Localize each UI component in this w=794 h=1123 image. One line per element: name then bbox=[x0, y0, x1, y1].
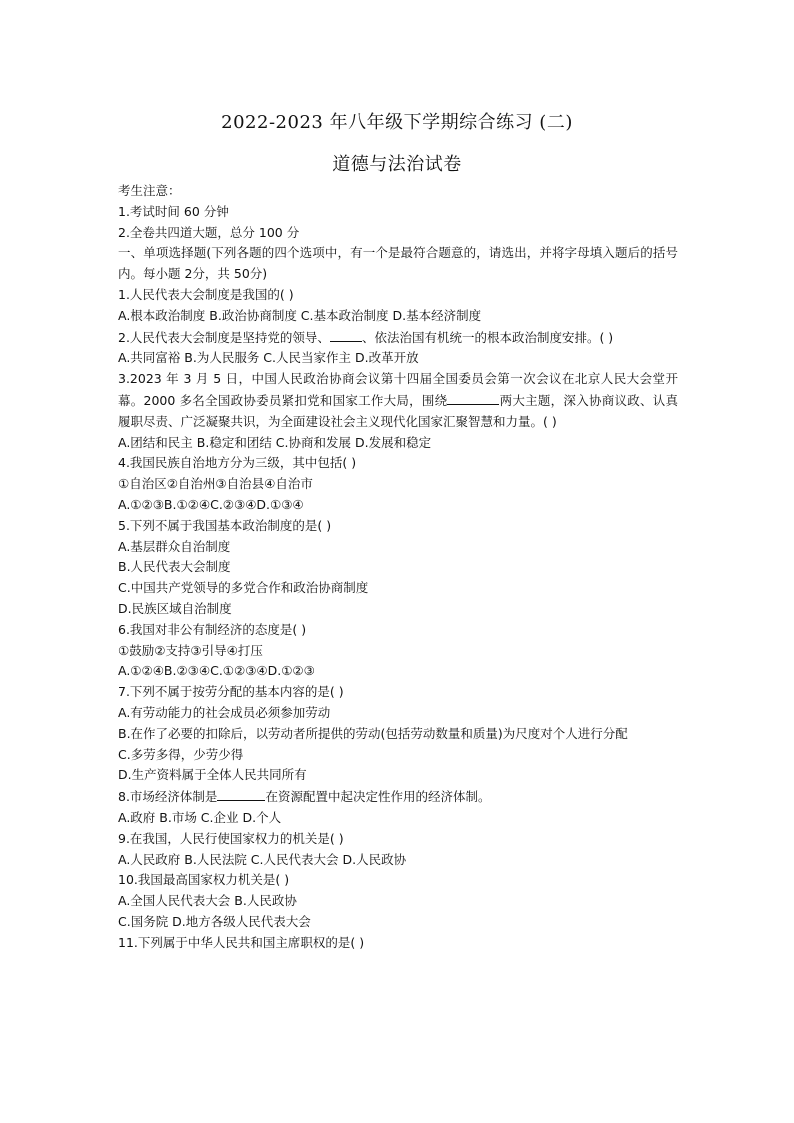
question-8-options: A.政府 B.市场 C.企业 D.个人 bbox=[118, 809, 282, 825]
question-3-stem-part-a: 3.2023 年 3 月 5 日，中国人民政治协商会议第十四届全国委员会第一次会议在北京人民大会堂开幕。2000 多名全国政协委员紧扣党和国家工作大局，围绕 bbox=[118, 371, 678, 408]
question-8-stem-part-a: 8.市场经济体制是 bbox=[118, 789, 218, 805]
section-instructions: 一、单项选择题(下列各题的四个选项中，有一个是最符合题意的，请选出，并将字母填入题后的括号内。每小题 2分，共 50分) bbox=[118, 245, 678, 282]
exam-subtitle: 道德与法治试卷 bbox=[332, 154, 462, 175]
question-7-option-c: C.多劳多得，少劳少得 bbox=[118, 746, 244, 762]
question-9-stem: 9.在我国，人民行使国家权力的机关是( ) bbox=[118, 830, 344, 846]
question-2-stem-part-a: 2.人民代表大会制度是坚持党的领导、 bbox=[118, 329, 330, 345]
question-7-option-d: D.生产资料属于全体人民共同所有 bbox=[118, 767, 307, 783]
exam-content bbox=[118, 181, 678, 953]
answer-blank bbox=[217, 786, 265, 801]
question-9-options: A.人民政府 B.人民法院 C.人民代表大会 D.人民政协 bbox=[118, 851, 407, 867]
question-2-stem-part-b: 、依法治国有机统一的根本政治制度安排。( ) bbox=[361, 329, 614, 345]
question-7-stem: 7.下列不属于按劳分配的基本内容的是( ) bbox=[118, 684, 344, 700]
question-3-stem bbox=[118, 369, 678, 432]
notice-item-2: 2.全卷共四道大题，总分 100 分 bbox=[118, 224, 300, 240]
question-6-items: ①鼓励②支持③引导④打压 bbox=[118, 642, 263, 658]
answer-blank bbox=[330, 327, 362, 342]
question-5-option-c: C.中国共产党领导的多党合作和政治协商制度 bbox=[118, 580, 369, 596]
question-4-stem: 4.我国民族自治地方分为三级，其中包括( ) bbox=[118, 455, 357, 471]
question-7-option-b: B.在作了必要的扣除后，以劳动者所提供的劳动(包括劳动数量和质量)为尺度对个人进行分配 bbox=[118, 725, 628, 741]
notice-heading: 考生注意： bbox=[118, 183, 181, 198]
question-4-options: A.①②③B.①②④C.②③④D.①③④ bbox=[118, 496, 304, 512]
question-4-items: ①自治区②自治州③自治县④自治市 bbox=[118, 476, 313, 492]
notice-item-1: 1.考试时间 60 分钟 bbox=[118, 203, 229, 219]
question-5-option-a: A.基层群众自治制度 bbox=[118, 538, 231, 554]
question-8-stem-part-b: 在资源配置中起决定性作用的经济体制。 bbox=[265, 789, 491, 805]
question-5-option-d: D.民族区域自治制度 bbox=[118, 600, 232, 616]
question-10-options-ab: A.全国人民代表大会 B.人民政协 bbox=[118, 893, 297, 909]
question-11-stem: 11.下列属于中华人民共和国主席职权的是( ) bbox=[118, 934, 365, 950]
question-3-stem-part-b: 两大主题，深入协商议政、认真履职尽责、广泛凝聚共识，为全面建设社会主义现代化国家汇聚智慧和力量。( ) bbox=[118, 392, 678, 429]
answer-blank bbox=[447, 390, 499, 405]
question-10-stem: 10.我国最高国家权力机关是( ) bbox=[118, 872, 290, 888]
question-2-options: A.共同富裕 B.为人民服务 C.人民当家作主 D.改革开放 bbox=[118, 350, 419, 366]
question-1-stem: 1.人民代表大会制度是我国的( ) bbox=[118, 286, 294, 302]
question-7-option-a: A.有劳动能力的社会成员必须参加劳动 bbox=[118, 704, 331, 720]
exam-title: 2022-2023 年八年级下学期综合练习 (二) bbox=[221, 112, 573, 133]
question-6-stem: 6.我国对非公有制经济的态度是( ) bbox=[118, 621, 307, 637]
question-1-options: A.根本政治制度 B.政治协商制度 C.基本政治制度 D.基本经济制度 bbox=[118, 307, 482, 323]
question-5-stem: 5.下列不属于我国基本政治制度的是( ) bbox=[118, 517, 332, 533]
question-3-options: A.团结和民主 B.稳定和团结 C.协商和发展 D.发展和稳定 bbox=[118, 434, 432, 450]
question-2-stem bbox=[118, 327, 678, 349]
question-6-options: A.①②④B.②③④C.①②③④D.①②③ bbox=[118, 663, 315, 679]
question-5-option-b: B.人民代表大会制度 bbox=[118, 559, 231, 575]
question-8-stem bbox=[118, 786, 678, 808]
question-10-options-cd: C.国务院 D.地方各级人民代表大会 bbox=[118, 913, 311, 929]
